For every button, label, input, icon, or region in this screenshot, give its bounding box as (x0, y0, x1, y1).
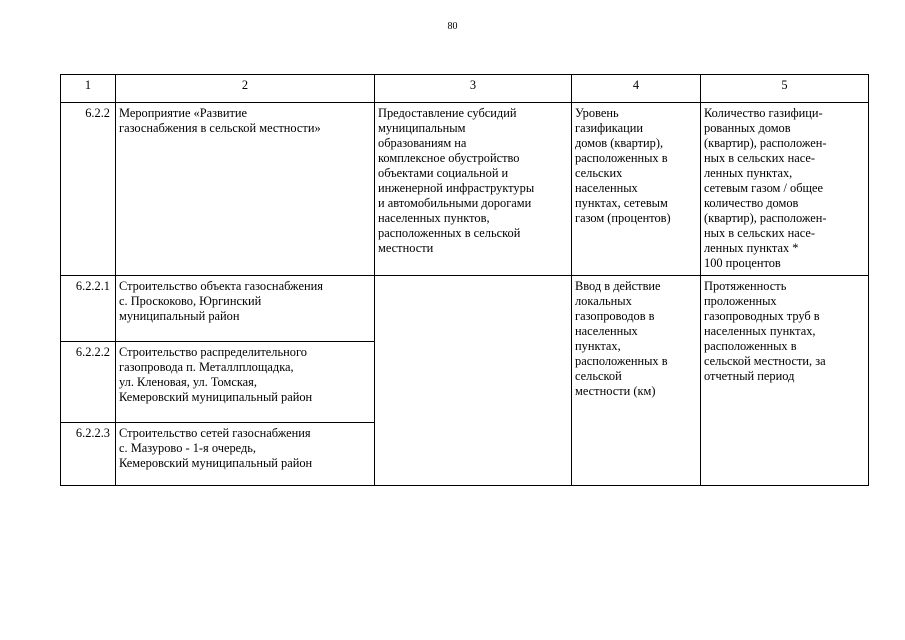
header-col-3: 3 (375, 75, 572, 103)
indicator-formula: Протяженность проложенных газопроводных труб в населенных пунктах, расположенных в сельской местности, за отчетный период (701, 276, 869, 486)
indicator-formula: Количество газифици- рованных домов (квартир), расположен- ных в сельских насе- ленных пунктах, сетевым газом / общее количество домов (квартир), расположен- ных в сельских насе- ленных пунктах * 100 процентов (701, 103, 869, 276)
indicator-name: Уровень газификации домов (квартир), расположенных в сельских населенных пунктах, сетевым газом (процентов) (572, 103, 701, 276)
header-row (61, 75, 869, 103)
header-col-4: 4 (572, 75, 701, 103)
table-row (61, 103, 869, 276)
row-number: 6.2.2 (61, 103, 116, 276)
table-row (61, 276, 869, 342)
measure-name: Мероприятие «Развитие газоснабжения в сельской местности» (116, 103, 375, 276)
header-col-1: 1 (61, 75, 116, 103)
measure-description: Предоставление субсидий муниципальным образованиям на комплексное обустройство объектами социальной и инженерной инфраструктуры и автомобильными дорогами населенных пунктов, расположенных в сельской местности (375, 103, 572, 276)
program-table (60, 74, 869, 486)
measure-name: Строительство сетей газоснабжения с. Мазурово - 1-я очередь, Кемеровский муниципальный район (116, 423, 375, 486)
row-number: 6.2.2.2 (61, 342, 116, 423)
page-number: 80 (447, 21, 458, 32)
header-col-2: 2 (116, 75, 375, 103)
empty-description-cell (375, 276, 572, 486)
header-col-5: 5 (701, 75, 869, 103)
measure-name: Строительство объекта газоснабжения с. Проскоково, Юргинский муниципальный район (116, 276, 375, 342)
row-number: 6.2.2.3 (61, 423, 116, 486)
row-number: 6.2.2.1 (61, 276, 116, 342)
indicator-name: Ввод в действие локальных газопроводов в населенных пунктах, расположенных в сельской местности (км) (572, 276, 701, 486)
measure-name: Строительство распределительного газопровода п. Металлплощадка, ул. Кленовая, ул. Томская, Кемеровский муниципальный район (116, 342, 375, 423)
